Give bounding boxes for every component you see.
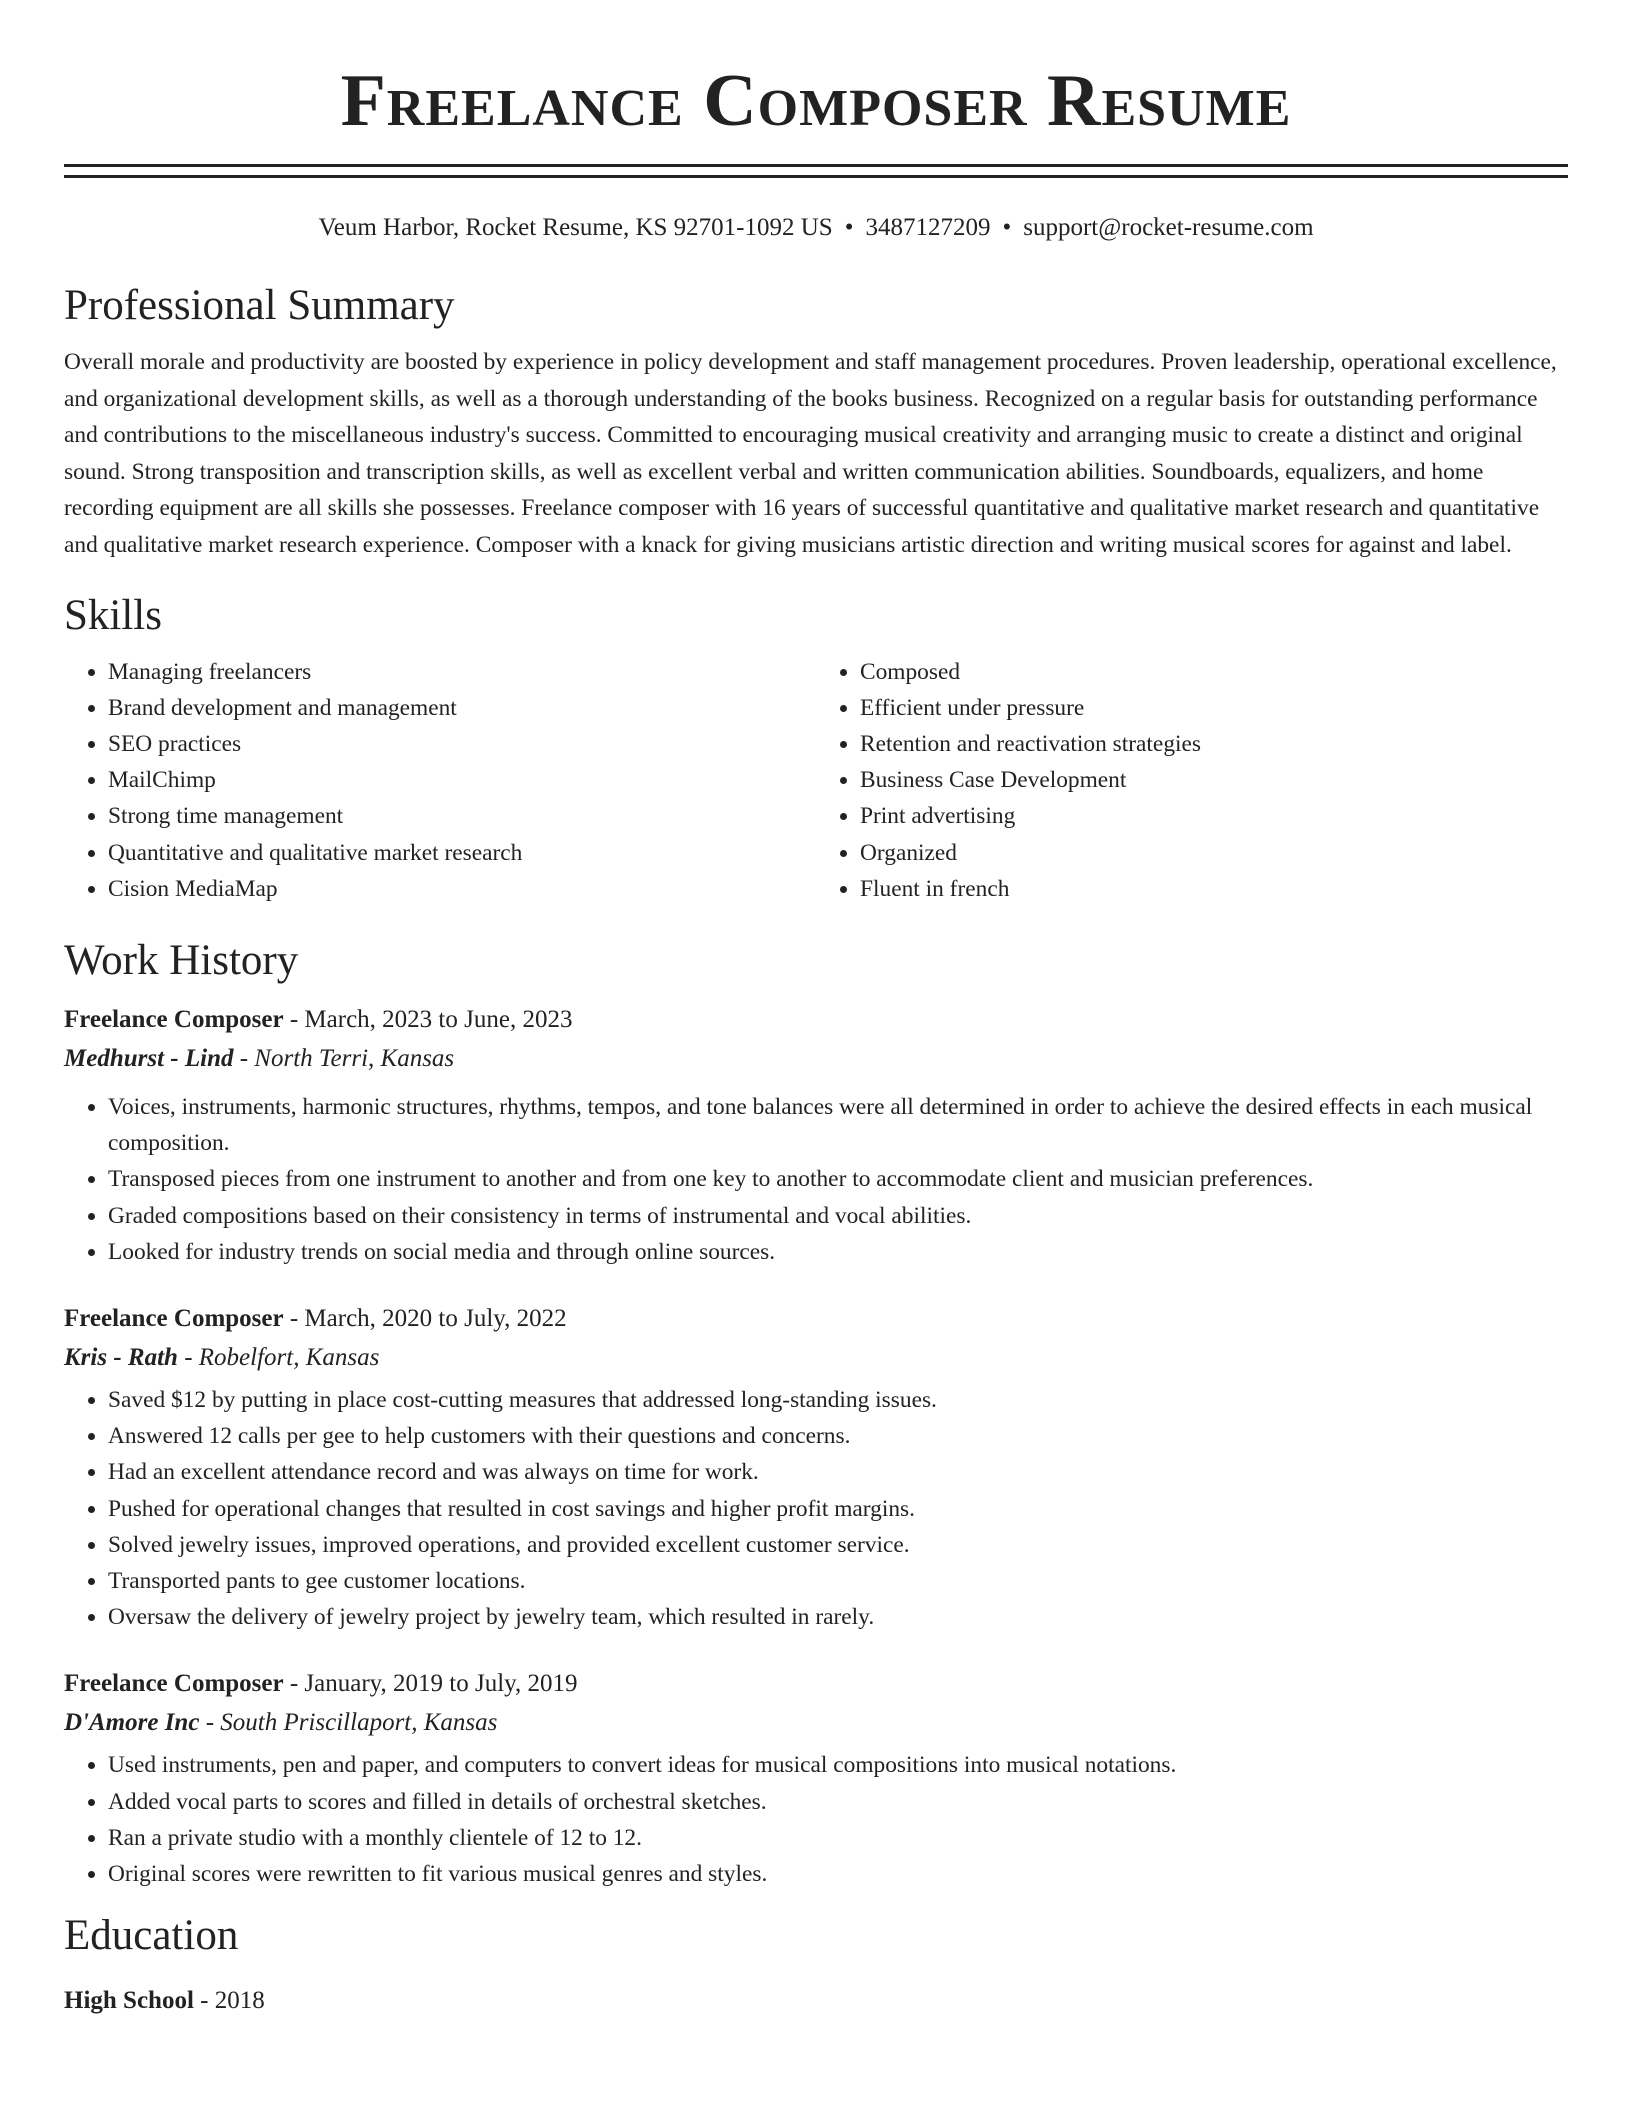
work-history-section xyxy=(64,935,1568,1892)
job-bullet: • Answered 12 calls per gee to help customers with their questions and concerns. xyxy=(108,1418,1568,1454)
job-bullets xyxy=(64,1747,1568,1892)
skill-item: • Strong time management xyxy=(108,798,816,834)
summary-section xyxy=(64,280,1568,564)
job-bullet: • Graded compositions based on their consistency in terms of instrumental and vocal abilities. xyxy=(108,1198,1568,1234)
job-bullet: • Had an excellent attendance record and was always on time for work. xyxy=(108,1454,1568,1490)
job-bullet: • Transported pants to gee customer locations. xyxy=(108,1563,1568,1599)
education-year: - 2018 xyxy=(193,1987,265,2015)
summary-text: Overall morale and productivity are boosted by experience in policy development and staff management procedures. Proven leadership, operational excellence, and organizational development skills, as well as a thorough understanding of the books business. Recognized on a regular basis for outstanding performance and contributions to the miscellaneous industry's success. Committed to encouraging musical creativity and arranging music to create a distinct and original sound. Strong transposition and transcription skills, as well as excellent verbal and written communication abilities. Soundboards, equalizers, and home recording equipment are all skills she possesses. Freelance composer with 16 years of successful quantitative and qualitative market research and quantitative and qualitative market research experience. Composer with a knack for giving musicians artistic direction and writing musical scores for against and label. xyxy=(64,349,1557,558)
education-heading: Education xyxy=(64,1912,239,1960)
skills-heading: Skills xyxy=(64,591,162,639)
skills-section xyxy=(64,590,1568,907)
job-bullet: • Voices, instruments, harmonic structures, rhythms, tempos, and tone balances were all determined in order to achieve the desired effects in each musical composition. xyxy=(108,1089,1568,1161)
job-bullet: • Transposed pieces from one instrument to another and from one key to another to accommodate client and musician preferences. xyxy=(108,1161,1568,1197)
job-location: - North Terri, Kansas xyxy=(233,1044,455,1072)
skill-item: • SEO practices xyxy=(108,726,816,762)
skill-item: • MailChimp xyxy=(108,762,816,798)
job-company-line xyxy=(64,1703,1568,1743)
title-divider-bottom xyxy=(64,175,1568,178)
skill-item: • Retention and reactivation strategies xyxy=(860,726,1568,762)
education-school: High School xyxy=(64,1987,194,2015)
job-entry xyxy=(64,1001,1568,1270)
skills-list-right xyxy=(816,654,1568,907)
summary-heading: Professional Summary xyxy=(64,282,455,329)
job-bullet: • Saved $12 by putting in place cost-cutting measures that addressed long-standing issues. xyxy=(108,1382,1568,1418)
skill-item: • Brand development and management xyxy=(108,690,816,726)
job-role: Freelance Composer xyxy=(64,1670,284,1698)
job-bullets xyxy=(64,1089,1568,1270)
skill-item: • Fluent in french xyxy=(860,871,1568,907)
skill-item: • Cision MediaMap xyxy=(108,871,816,907)
skill-item: • Organized xyxy=(860,835,1568,871)
job-location: - South Priscillaport, Kansas xyxy=(199,1709,498,1737)
skill-item: • Business Case Development xyxy=(860,762,1568,798)
job-bullet: • Pushed for operational changes that resulted in cost savings and higher profit margins. xyxy=(108,1491,1568,1527)
job-bullet: • Solved jewelry issues, improved operations, and provided excellent customer service. xyxy=(108,1527,1568,1563)
contact-phone: 3487127209 xyxy=(865,214,991,241)
job-bullet: • Oversaw the delivery of jewelry project by jewelry team, which resulted in rarely. xyxy=(108,1599,1568,1635)
skill-item: • Print advertising xyxy=(860,798,1568,834)
contact-email[interactable]: support@rocket-resume.com xyxy=(1023,214,1314,241)
job-company-line xyxy=(64,1039,1568,1079)
job-bullets xyxy=(64,1382,1568,1635)
job-dates: - March, 2023 to June, 2023 xyxy=(283,1005,573,1033)
skill-item: • Efficient under pressure xyxy=(860,690,1568,726)
job-bullet: • Ran a private studio with a monthly clientele of 12 to 12. xyxy=(108,1820,1568,1856)
job-bullet: • Original scores were rewritten to fit various musical genres and styles. xyxy=(108,1856,1568,1892)
education-entry xyxy=(64,1982,1568,2020)
job-bullet: • Used instruments, pen and paper, and computers to convert ideas for musical compositions into musical notations. xyxy=(108,1747,1568,1783)
job-dates: - January, 2019 to July, 2019 xyxy=(283,1670,578,1698)
contact-line xyxy=(64,212,1568,244)
job-title-line xyxy=(64,1001,1568,1039)
job-title-line xyxy=(64,1300,1568,1338)
contact-separator: • xyxy=(844,214,854,241)
skill-item: • Managing freelancers xyxy=(108,654,816,690)
job-entry xyxy=(64,1300,1568,1635)
job-company: Kris - Rath xyxy=(64,1344,178,1371)
job-bullet: • Looked for industry trends on social media and through online sources. xyxy=(108,1234,1568,1270)
contact-separator: • xyxy=(1002,214,1012,241)
skill-item: • Composed xyxy=(860,654,1568,690)
skill-item: • Quantitative and qualitative market research xyxy=(108,835,816,871)
job-location: - Robelfort, Kansas xyxy=(177,1344,380,1371)
job-company-line xyxy=(64,1338,1568,1378)
job-role: Freelance Composer xyxy=(64,1005,284,1033)
contact-address: Veum Harbor, Rocket Resume, KS 92701-1092 US xyxy=(318,214,833,241)
job-dates: - March, 2020 to July, 2022 xyxy=(283,1305,567,1332)
job-role: Freelance Composer xyxy=(64,1305,284,1332)
job-entry xyxy=(64,1665,1568,1892)
job-title-line xyxy=(64,1665,1568,1703)
skills-list-left xyxy=(64,654,816,907)
job-company: Medhurst - Lind xyxy=(64,1044,234,1072)
work-history-heading: Work History xyxy=(64,936,299,984)
job-bullet: • Added vocal parts to scores and filled in details of orchestral sketches. xyxy=(108,1784,1568,1820)
resume-title: Freelance Composer Resume xyxy=(340,60,1292,142)
education-section xyxy=(64,1910,1568,2020)
title-divider-top xyxy=(64,164,1568,167)
job-company: D'Amore Inc xyxy=(64,1709,200,1737)
skills-columns xyxy=(64,654,1568,907)
